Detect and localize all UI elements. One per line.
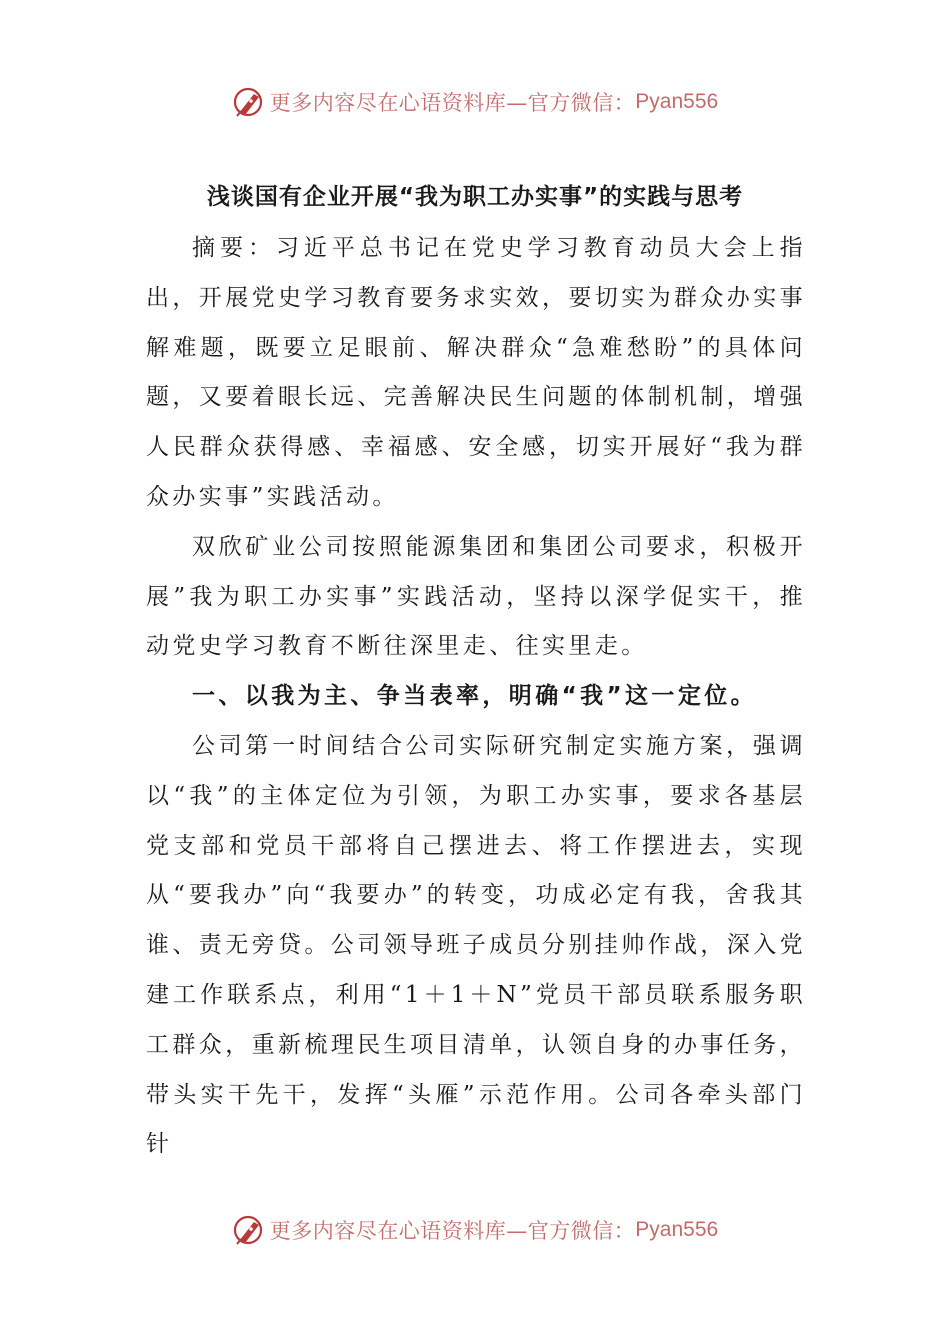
document-body (146, 224, 806, 1170)
abstract-paragraph: 摘要：习近平总书记在党史学习教育动员大会上指出，开展党史学习教育要务求实效，要切实为群众办实事解难题，既要立足眼前、解决群众“急难愁盼”的具体问题，又要着眼长远、完善解决民生问题的体制机制，增强人民群众获得感、幸福感、安全感，切实开展好“我为群众办实事”实践活动。 (146, 235, 806, 510)
pen-nib-logo-icon (232, 1213, 266, 1247)
section-paragraph: 公司第一时间结合公司实际研究制定实施方案，强调以“我”的主体定位为引领，为职工办实事，要求各基层党支部和党员干部将自己摆进去、将工作摆进去，实现从“要我办”向“我要办”的转变，功成必定有我，舍我其谁、责无旁贷。公司领导班子成员分别挂帅作战，深入党建工作联系点，利用“1＋1＋N”党员干部员联系服务职工群众，重新梳理民生项目清单，认领自身的办事任务，带头实干先干，发挥“头雁”示范作用。公司各牵头部门针 (146, 732, 806, 1158)
footer-banner (0, 1210, 950, 1250)
header-banner-code: Pyan556 (635, 90, 719, 113)
header-banner-text: 更多内容尽在心语资料库—官方微信： (269, 91, 636, 115)
document-title: 浅谈国有企业开展“我为职工办实事”的实践与思考 (206, 184, 744, 210)
intro-paragraph: 双欣矿业公司按照能源集团和集团公司要求，积极开展”我为职工办实事”实践活动，坚持以深学促实干，推动党史学习教育不断往深里走、往实里走。 (146, 533, 806, 660)
footer-banner-code: Pyan556 (635, 1218, 719, 1241)
pen-nib-logo-icon (232, 85, 266, 119)
footer-banner-text: 更多内容尽在心语资料库—官方微信： (269, 1219, 636, 1243)
header-banner (0, 82, 950, 122)
section-heading: 一、以我为主、争当表率，明确“我”这一定位。 (192, 683, 758, 710)
